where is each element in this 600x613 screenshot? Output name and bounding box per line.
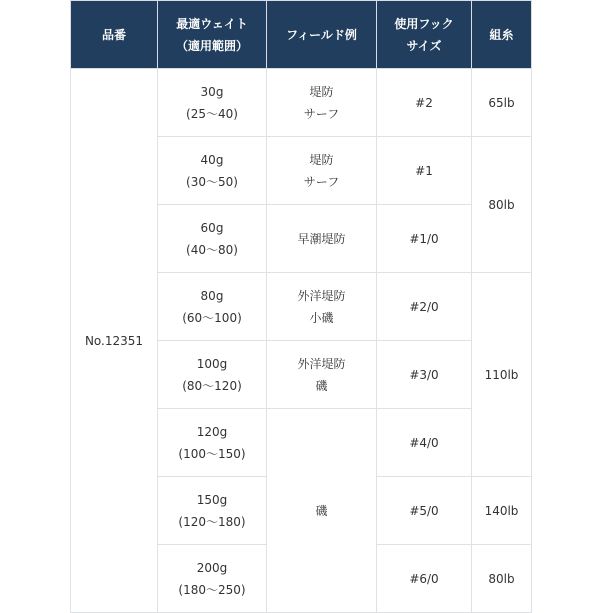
header-line-strength: 組糸 (472, 1, 532, 69)
table-row (71, 69, 532, 137)
weight-cell: 80g (60〜100) (158, 273, 267, 341)
field-cell: 磯 (267, 409, 377, 613)
hook-cell: #1 (377, 137, 472, 205)
hook-cell: #4/0 (377, 409, 472, 477)
spec-table (70, 0, 532, 613)
weight-cell: 100g (80〜120) (158, 341, 267, 409)
hook-cell: #2 (377, 69, 472, 137)
line-cell: 80lb (472, 137, 532, 273)
field-cell: 堤防 サーフ (267, 69, 377, 137)
line-cell: 65lb (472, 69, 532, 137)
weight-cell: 120g (100〜150) (158, 409, 267, 477)
weight-cell: 150g (120〜180) (158, 477, 267, 545)
field-cell: 早潮堤防 (267, 205, 377, 273)
header-hook-size: 使用フック サイズ (377, 1, 472, 69)
field-cell: 外洋堤防 小磯 (267, 273, 377, 341)
hook-cell: #5/0 (377, 477, 472, 545)
hook-cell: #6/0 (377, 545, 472, 613)
weight-cell: 30g (25〜40) (158, 69, 267, 137)
line-cell: 80lb (472, 545, 532, 613)
field-cell: 堤防 サーフ (267, 137, 377, 205)
line-cell: 140lb (472, 477, 532, 545)
hook-cell: #2/0 (377, 273, 472, 341)
header-field-example: フィールド例 (267, 1, 377, 69)
hook-cell: #3/0 (377, 341, 472, 409)
header-optimal-weight: 最適ウェイト （適用範囲） (158, 1, 267, 69)
weight-cell: 200g (180〜250) (158, 545, 267, 613)
header-row (71, 1, 532, 69)
weight-cell: 40g (30〜50) (158, 137, 267, 205)
hook-cell: #1/0 (377, 205, 472, 273)
header-product-number: 品番 (71, 1, 158, 69)
weight-cell: 60g (40〜80) (158, 205, 267, 273)
line-cell: 110lb (472, 273, 532, 477)
product-number-cell: No.12351 (71, 69, 158, 613)
field-cell: 外洋堤防 磯 (267, 341, 377, 409)
